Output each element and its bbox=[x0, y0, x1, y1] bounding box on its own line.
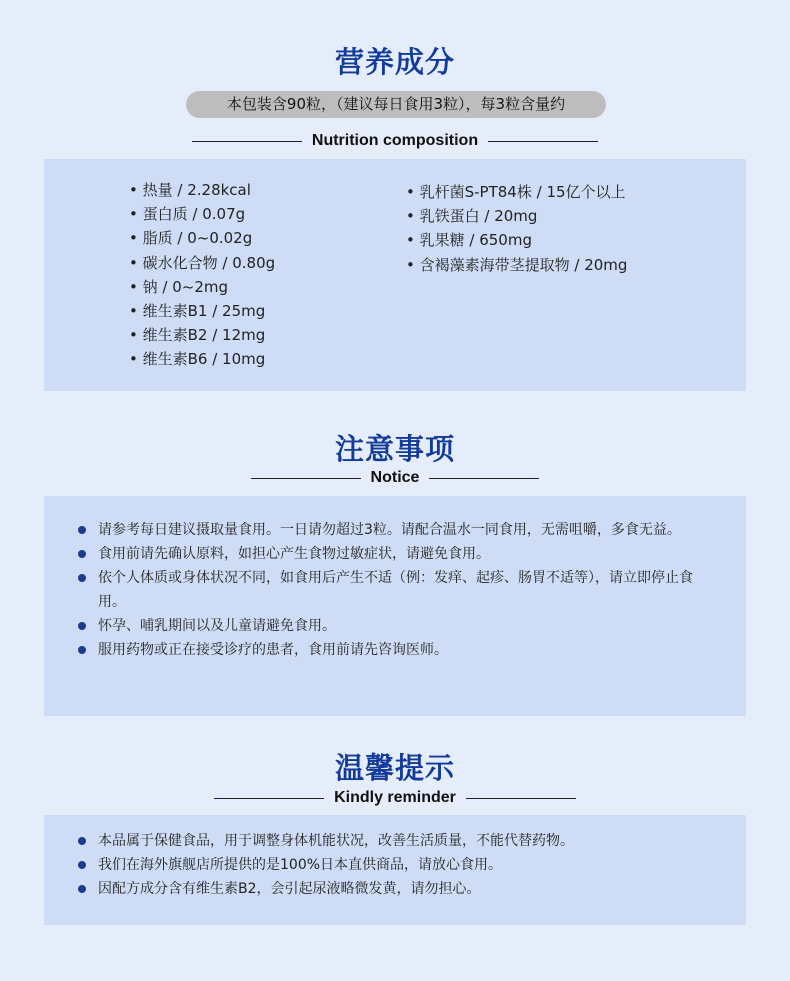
nutrition-item: • 含褐藻素海带茎提取物 / 20mg bbox=[406, 253, 627, 277]
notice-subtitle-row bbox=[0, 469, 790, 487]
nutrition-list-left bbox=[129, 178, 275, 372]
divider-line bbox=[214, 798, 324, 799]
divider-line bbox=[488, 141, 598, 142]
nutrition-panel bbox=[44, 159, 746, 391]
reminder-item: 本品属于保健食品，用于调整身体机能状况，改善生活质量，不能代替药物。 bbox=[78, 829, 708, 853]
nutrition-subtitle-row bbox=[0, 132, 790, 150]
package-info-pill: 本包装含90粒，（建议每日食用3粒），每3粒含量约 bbox=[186, 91, 606, 118]
nutrition-item: • 热量 / 2.28kcal bbox=[129, 178, 275, 202]
notice-item: 请参考每日建议摄取量食用。一日请勿超过3粒。请配合温水一同食用，无需咀嚼，多食无益。 bbox=[78, 518, 708, 542]
reminder-item: 我们在海外旗舰店所提供的是100%日本直供商品，请放心食用。 bbox=[78, 853, 708, 877]
nutrition-title: 营养成分 bbox=[334, 45, 455, 79]
notice-subtitle: Notice bbox=[370, 469, 420, 486]
notice-title: 注意事项 bbox=[334, 432, 455, 466]
notice-item: 食用前请先确认原料，如担心产生食物过敏症状，请避免食用。 bbox=[78, 542, 708, 566]
reminder-subtitle-row bbox=[0, 789, 790, 807]
nutrition-item: • 碳水化合物 / 0.80g bbox=[129, 251, 275, 275]
nutrition-item: • 乳果糖 / 650mg bbox=[406, 228, 627, 252]
reminder-title: 温馨提示 bbox=[334, 751, 455, 785]
nutrition-item: • 维生素B1 / 25mg bbox=[129, 299, 275, 323]
nutrition-list-right bbox=[406, 180, 627, 277]
nutrition-subtitle: Nutrition composition bbox=[311, 132, 479, 149]
nutrition-item: • 脂质 / 0~0.02g bbox=[129, 226, 275, 250]
nutrition-item: • 钠 / 0~2mg bbox=[129, 275, 275, 299]
notice-item: 服用药物或正在接受诊疗的患者，食用前请先咨询医师。 bbox=[78, 638, 708, 662]
reminder-item: 因配方成分含有维生素B2，会引起尿液略微发黄，请勿担心。 bbox=[78, 877, 708, 901]
notice-item: 依个人体质或身体状况不同，如食用后产生不适（例：发痒、起疹、肠胃不适等），请立即停止食用。 bbox=[78, 566, 708, 614]
divider-line bbox=[192, 141, 302, 142]
nutrition-item: • 维生素B2 / 12mg bbox=[129, 323, 275, 347]
notice-list bbox=[78, 518, 708, 662]
nutrition-item: • 维生素B6 / 10mg bbox=[129, 347, 275, 371]
nutrition-item: • 蛋白质 / 0.07g bbox=[129, 202, 275, 226]
divider-line bbox=[251, 478, 361, 479]
reminder-subtitle: Kindly reminder bbox=[334, 789, 456, 806]
divider-line bbox=[429, 478, 539, 479]
nutrition-item: • 乳杆菌S-PT84株 / 15亿个以上 bbox=[406, 180, 627, 204]
reminder-list bbox=[78, 829, 708, 901]
nutrition-item: • 乳铁蛋白 / 20mg bbox=[406, 204, 627, 228]
divider-line bbox=[466, 798, 576, 799]
notice-item: 怀孕、哺乳期间以及儿童请避免食用。 bbox=[78, 614, 708, 638]
